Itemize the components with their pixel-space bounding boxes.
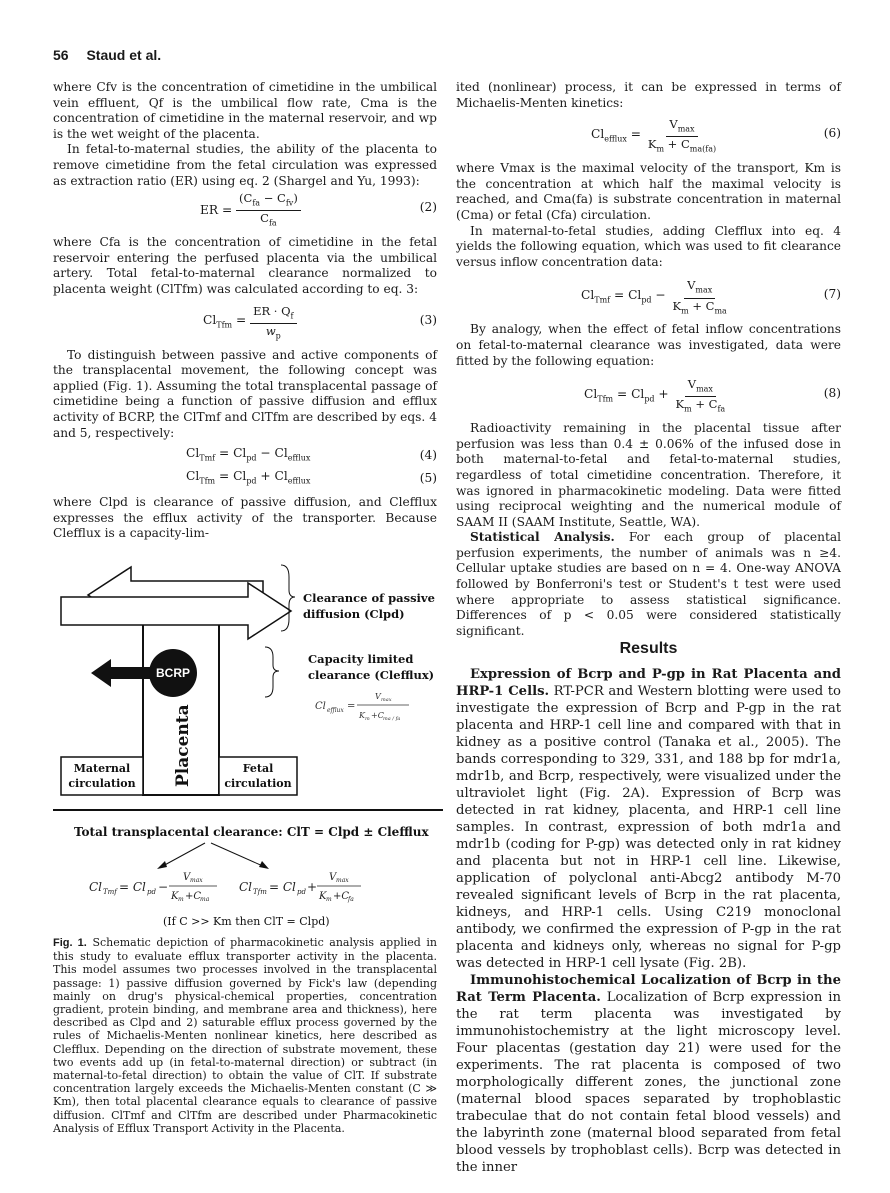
equation-4-number: (4) <box>419 448 437 463</box>
svg-text:V: V <box>375 692 381 701</box>
svg-text:efflux: efflux <box>327 707 344 714</box>
right-paragraph-6 <box>456 530 841 639</box>
efflux-equation <box>315 692 409 722</box>
equation-5: $Cl_{Tfm} = Cl_{pd} + Cl_{efflux}$ (5) <box>186 469 437 486</box>
fetal-label-2: circulation <box>224 777 292 790</box>
svg-text:+C: +C <box>371 711 384 720</box>
svg-text:pd: pd <box>297 888 306 896</box>
equation-6: $Cl_{efflux}$ = $\frac{V_{max}}{K_m + C_{ma(fa)}}$ (6) <box>591 117 841 154</box>
right-paragraph-3: In maternal-to-fetal studies, adding Clefflux into eq. 4 yields the following equation, which was used to fit clearance versus inflow concentration data: <box>456 223 841 269</box>
figure-1 <box>53 555 443 935</box>
svg-text:K: K <box>171 891 179 902</box>
equation-2: ER = $\frac{(C_{fa} - C_{fv})}{C_{fa}}$ (2) <box>200 191 437 228</box>
left-paragraph-1: where Cfv is the concentration of cimetidine in the umbilical vein effluent, Qf is the umbilical flow rate, Cma is the concentration of cimetidine in the maternal reservoir, and wp is the wet weight of the placenta. <box>53 80 437 141</box>
maternal-label-2: circulation <box>68 777 136 790</box>
svg-text:ma: ma <box>200 896 210 903</box>
equation-3: $Cl_{Tfm}$ = $\frac{ER \cdot Q_f}{w_p}$ (3) <box>203 303 437 341</box>
left-paragraph-2: In fetal-to-maternal studies, the ability of the placenta to remove cimetidine from the fetal circulation was expressed as extraction ratio (ER) using eq. 2 (Shargel and Yu, 1993): <box>53 142 437 188</box>
bcrp-label: BCRP <box>155 666 191 680</box>
page-number: 56 <box>53 47 69 63</box>
passive-label-2: diffusion (Clpd) <box>303 607 405 621</box>
svg-text:pd: pd <box>147 888 156 896</box>
svg-text:Tmf: Tmf <box>103 888 117 896</box>
results-paragraph-1 <box>456 666 841 972</box>
svg-text:fa: fa <box>348 896 354 903</box>
condition-note: (If C >> Km then ClT = Clpd) <box>163 915 330 928</box>
left-paragraph-3: where Cfa is the concentration of cimetidine in the fetal reservoir entering the perfused placenta via the umbilical artery. Total fetal-to-maternal clearance normalized to placenta weight (ClTfm) was calculated according to eq. 3: <box>53 235 437 296</box>
results-subheading-2: Immunohistochemical Localization of Bcrp in the Rat Term Placenta. <box>456 973 841 1005</box>
equation-6-number: (6) <box>823 126 841 141</box>
fetal-label: Fetal <box>242 762 274 775</box>
svg-text:max: max <box>336 877 349 884</box>
svg-text:V: V <box>329 872 337 883</box>
caption-label: Fig. 1. <box>53 937 87 949</box>
capacity-label: Capacity limited <box>308 652 414 666</box>
results-subheading-1: Expression of Bcrp and P-gp in Rat Placenta and HRP-1 Cells. <box>456 667 841 699</box>
svg-text:ma / fa: ma / fa <box>383 716 401 722</box>
equation-3-number: (3) <box>419 312 437 327</box>
svg-text:m: m <box>326 896 332 903</box>
equation-8-number: (8) <box>823 386 841 401</box>
svg-text:m: m <box>178 896 184 903</box>
tmf-equation <box>89 872 217 903</box>
maternal-label: Maternal <box>73 762 131 775</box>
svg-text:+C: +C <box>185 891 202 902</box>
svg-text:+C: +C <box>333 891 350 902</box>
right-paragraph-1: ited (nonlinear) process, it can be expressed in terms of Michaelis-Menten kinetics: <box>456 80 841 110</box>
running-header <box>53 47 161 63</box>
svg-text:K: K <box>359 711 365 720</box>
equation-7: $Cl_{Tmf} = Cl_{pd}$ − $\frac{V_{max}}{K_m + C_{ma}}$ (7) <box>581 278 841 315</box>
brace-capacity <box>265 647 279 697</box>
passive-label: Clearance of passive <box>303 591 435 605</box>
brace-passive <box>281 565 295 631</box>
svg-text:Cl: Cl <box>239 880 253 894</box>
results-heading: Results <box>619 640 678 657</box>
statistical-analysis-heading: Statistical Analysis. <box>470 530 615 545</box>
running-authors: Staud et al. <box>86 47 162 63</box>
svg-text:−: − <box>158 880 169 894</box>
left-column <box>53 80 437 542</box>
figure-caption <box>53 936 437 1135</box>
svg-text:Cl: Cl <box>315 701 326 712</box>
right-paragraph-5: Radioactivity remaining in the placental tissue after perfusion was less than 0.4 ± 0.06% of the infused dose in both maternal-to-fetal and fetal-to-maternal studies, regardless of total cimetidine concentration. Therefore, it was ignored in pharmacokinetic modeling. Data were fitted using reciprocal weighting and the numerical module of SAAM II (SAAM Institute, Seattle, WA). <box>456 421 841 529</box>
equation-7-number: (7) <box>823 287 841 302</box>
equation-5-number: (5) <box>419 471 437 486</box>
placenta-label: Placenta <box>173 704 193 787</box>
results-text-1: RT-PCR and Western blotting were used to investigate the expression of Bcrp and P-gp in the rat placenta and HRP-1 cell line and compared with that in kidney as a positive control (Tanaka et al., 2005). The bands corresponding to 329, 331, and 188 bp for mdr1a, mdr1b, and Bcrp, respectively, were visualized under the ultraviolet light (Fig. 2A). Expression of Bcrp was detected in rat kidney, placenta, and HRP-1 cell line samples. In contrast, expression of both mdr1a and mdr1b (coding for P-gp) was detected only in rat kidney and placenta but not in HRP-1 cell line. Likewise, application of polyclonal anti-Abcg2 antibody M-70 revealed significant levels of Bcrp in the rat placenta, kidneys, and HRP-1 cells. Using C219 monoclonal antibody, we confirmed the expression of P-gp in the rat placenta and kidneys only, whereas no signal for P-gp was detected in HRP-1 cell lysate (Fig. 2B). <box>456 684 841 971</box>
right-paragraph-4: By analogy, when the effect of fetal inflow concentrations on fetal-to-maternal clearance was investigated, data were fitted by the following equation: <box>456 322 841 368</box>
equation-2-number: (2) <box>419 200 437 215</box>
svg-text:max: max <box>381 697 392 703</box>
arrow-to-tmf <box>161 843 205 867</box>
capacity-label-2: clearance (Clefflux) <box>308 668 435 682</box>
statistical-analysis-text: For each group of placental perfusion experiments, the number of animals was n ≥4. Cellular uptake studies are based on n = 4. One-way ANOVA followed by Bonferroni's test or Student's t test were used where appropriate to assess statistical significance. Differences of p < 0.05 were considered statistically significant. <box>456 530 842 638</box>
left-paragraph-4: To distinguish between passive and active components of the transplacental movement, the following concept was applied (Fig. 1). Assuming the total transplacental passage of cimetidine being a function of passive diffusion and efflux activity of BCRP, the ClTmf and ClTfm are described by eqs. 4 and 5, respectively: <box>53 347 437 440</box>
svg-text:max: max <box>190 877 203 884</box>
right-column <box>456 80 841 639</box>
svg-text:= Cl: = Cl <box>269 880 296 894</box>
results-section <box>456 666 841 1176</box>
left-paragraph-5: where Clpd is clearance of passive diffusion, and Clefflux expresses the efflux activity of the transporter. Because Clefflux is a capacity-lim- <box>53 495 437 541</box>
svg-text:= Cl: = Cl <box>119 880 146 894</box>
svg-text:m: m <box>365 716 370 722</box>
svg-text:K: K <box>319 891 327 902</box>
svg-text:+: + <box>307 880 318 894</box>
equation-4: $Cl_{Tmf} = Cl_{pd} - Cl_{efflux}$ (4) <box>186 446 437 463</box>
svg-text:Cl: Cl <box>89 880 103 894</box>
results-paragraph-2 <box>456 972 841 1176</box>
svg-text:=: = <box>347 701 356 712</box>
results-text-2: Localization of Bcrp expression in the rat term placenta was investigated by immunohistochemistry at the light microscopy level. Four placentas (gestation day 21) were used for the experiments. The rat placenta is composed of two morphologically different zones, the junctional zone (maternal blood spaces separated by trophoblastic trabeculae that do not contain fetal blood vessels) and the labyrinth zone (maternal blood separated from fetal blood vessels by trophoblast cells). Bcrp was detected in the inner <box>456 990 841 1175</box>
caption-text: Schematic depiction of pharmacokinetic analysis applied in this study to evaluate efflux transporter activity in the placenta. This model assumes two processes involved in the transplacental passage: 1) passive diffusion governed by Fick's law (depending mainly on drug's physical-chemical properties, concentration gradient, protein binding, and membrane area and thickness), here described as Clpd and 2) saturable efflux process governed by the rules of Michaelis-Menten nonlinear kinetics, here described as Clefflux. Depending on the direction of substrate movement, these two events add up (in fetal-to-maternal direction) or subtract (in maternal-to-fetal direction) to obtain the value of ClT. If substrate concentration largely exceeds the Michaelis-Menten constant (C ≫ Km), then total placental clearance equals to clearance of passive diffusion. ClTmf and ClTfm are described under Pharmacokinetic Analysis of Efflux Transport Activity in the Placenta. <box>53 936 438 1135</box>
svg-text:Tfm: Tfm <box>253 888 267 896</box>
svg-text:V: V <box>183 872 191 883</box>
total-clearance-label: Total transplacental clearance: ClT = Clpd ± Clefflux <box>74 825 429 839</box>
tfm-equation <box>239 872 361 903</box>
arrow-to-tfm <box>211 843 265 867</box>
equation-8: $Cl_{Tfm} = Cl_{pd}$ + $\frac{V_{max}}{K_m + C_{fa}}$ (8) <box>584 377 841 414</box>
right-paragraph-2: where Vmax is the maximal velocity of the transport, Km is the concentration at which half the maximal velocity is reached, and Cma(fa) is substrate concentration in maternal (Cma) or fetal (Cfa) circulation. <box>456 161 841 222</box>
